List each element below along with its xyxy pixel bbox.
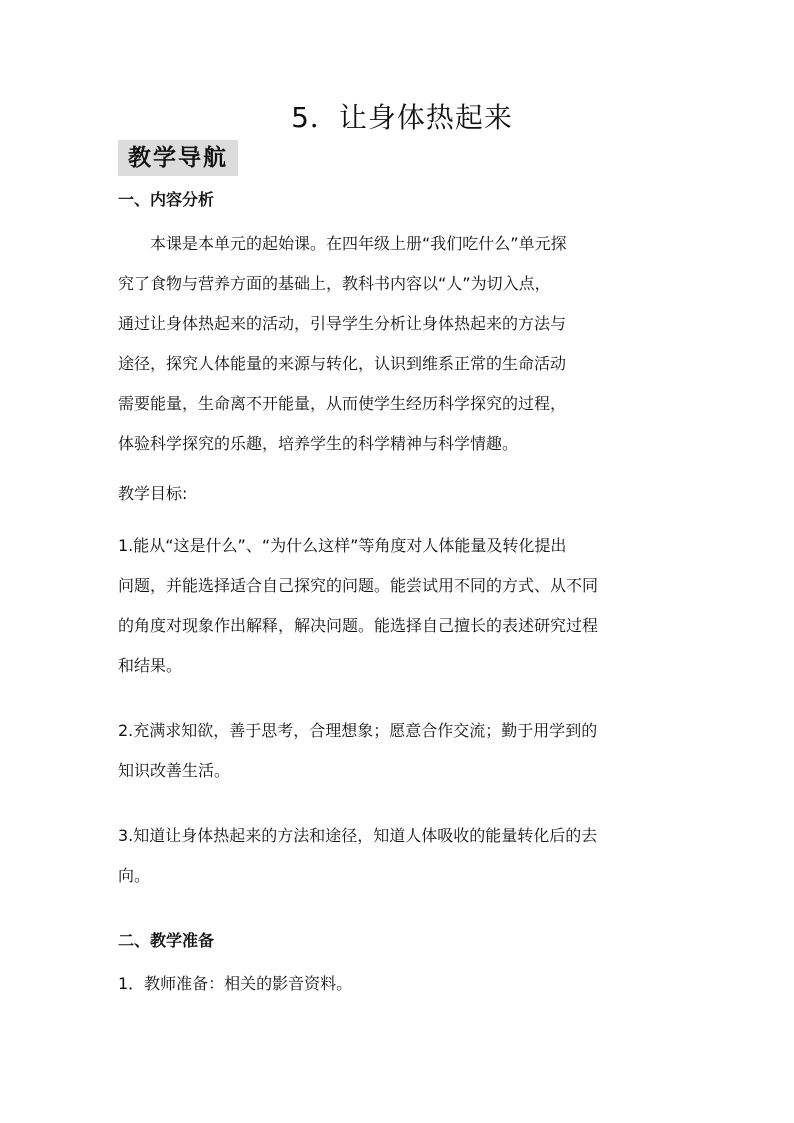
paragraph-line: 途径，探究人体能量的来源与转化，认识到维系正常的生命活动 [118,354,567,373]
goal-item-1 [118,526,682,686]
goal-item-3 [118,816,682,896]
nav-badge: 教学导航 [118,140,238,176]
section-heading-content-analysis: 一、内容分析 [118,190,215,209]
paragraph-line: 2.充满求知欲，善于思考，合理想象；愿意合作交流；勤于用学到的 [118,721,598,740]
paragraph-line: 1．教师准备：相关的影音资料。 [118,974,353,993]
paragraph-line: 1.能从“这是什么”、“为什么这样”等角度对人体能量及转化提出 [118,536,567,555]
paragraph-line: 的角度对现象作出解释，解决问题。能选择自己擅长的表述研究过程 [118,616,599,635]
paragraph-line: 本课是本单元的起始课。在四年级上册“我们吃什么”单元探 [150,234,567,253]
goals-label-text: 教学目标: [118,484,188,503]
paragraph-line: 问题，并能选择适合自己探究的问题。能尝试用不同的方式、从不同 [118,576,599,595]
paragraph-line: 体验科学探究的乐趣，培养学生的科学精神与科学情趣。 [118,434,519,453]
paragraph-line: 通过让身体热起来的活动，引导学生分析让身体热起来的方法与 [118,314,567,333]
intro-paragraph [118,224,682,464]
paragraph-line: 3.知道让身体热起来的方法和途径，知道人体吸收的能量转化后的去 [118,826,598,845]
paragraph-line: 究了食物与营养方面的基础上，教科书内容以“人”为切入点， [118,274,551,293]
goals-label [118,474,682,514]
preparation-item-1 [118,964,682,1004]
paragraph-line: 知识改善生活。 [118,761,231,780]
page-title: 5．让身体热起来 [291,101,513,134]
paragraph-line: 和结果。 [118,656,183,675]
section-heading-preparation: 二、教学准备 [118,931,215,950]
paragraph-line: 需要能量，生命离不开能量，从而使学生经历科学探究的过程， [118,394,567,413]
paragraph-line: 向。 [118,866,151,885]
goal-item-2 [118,711,682,791]
